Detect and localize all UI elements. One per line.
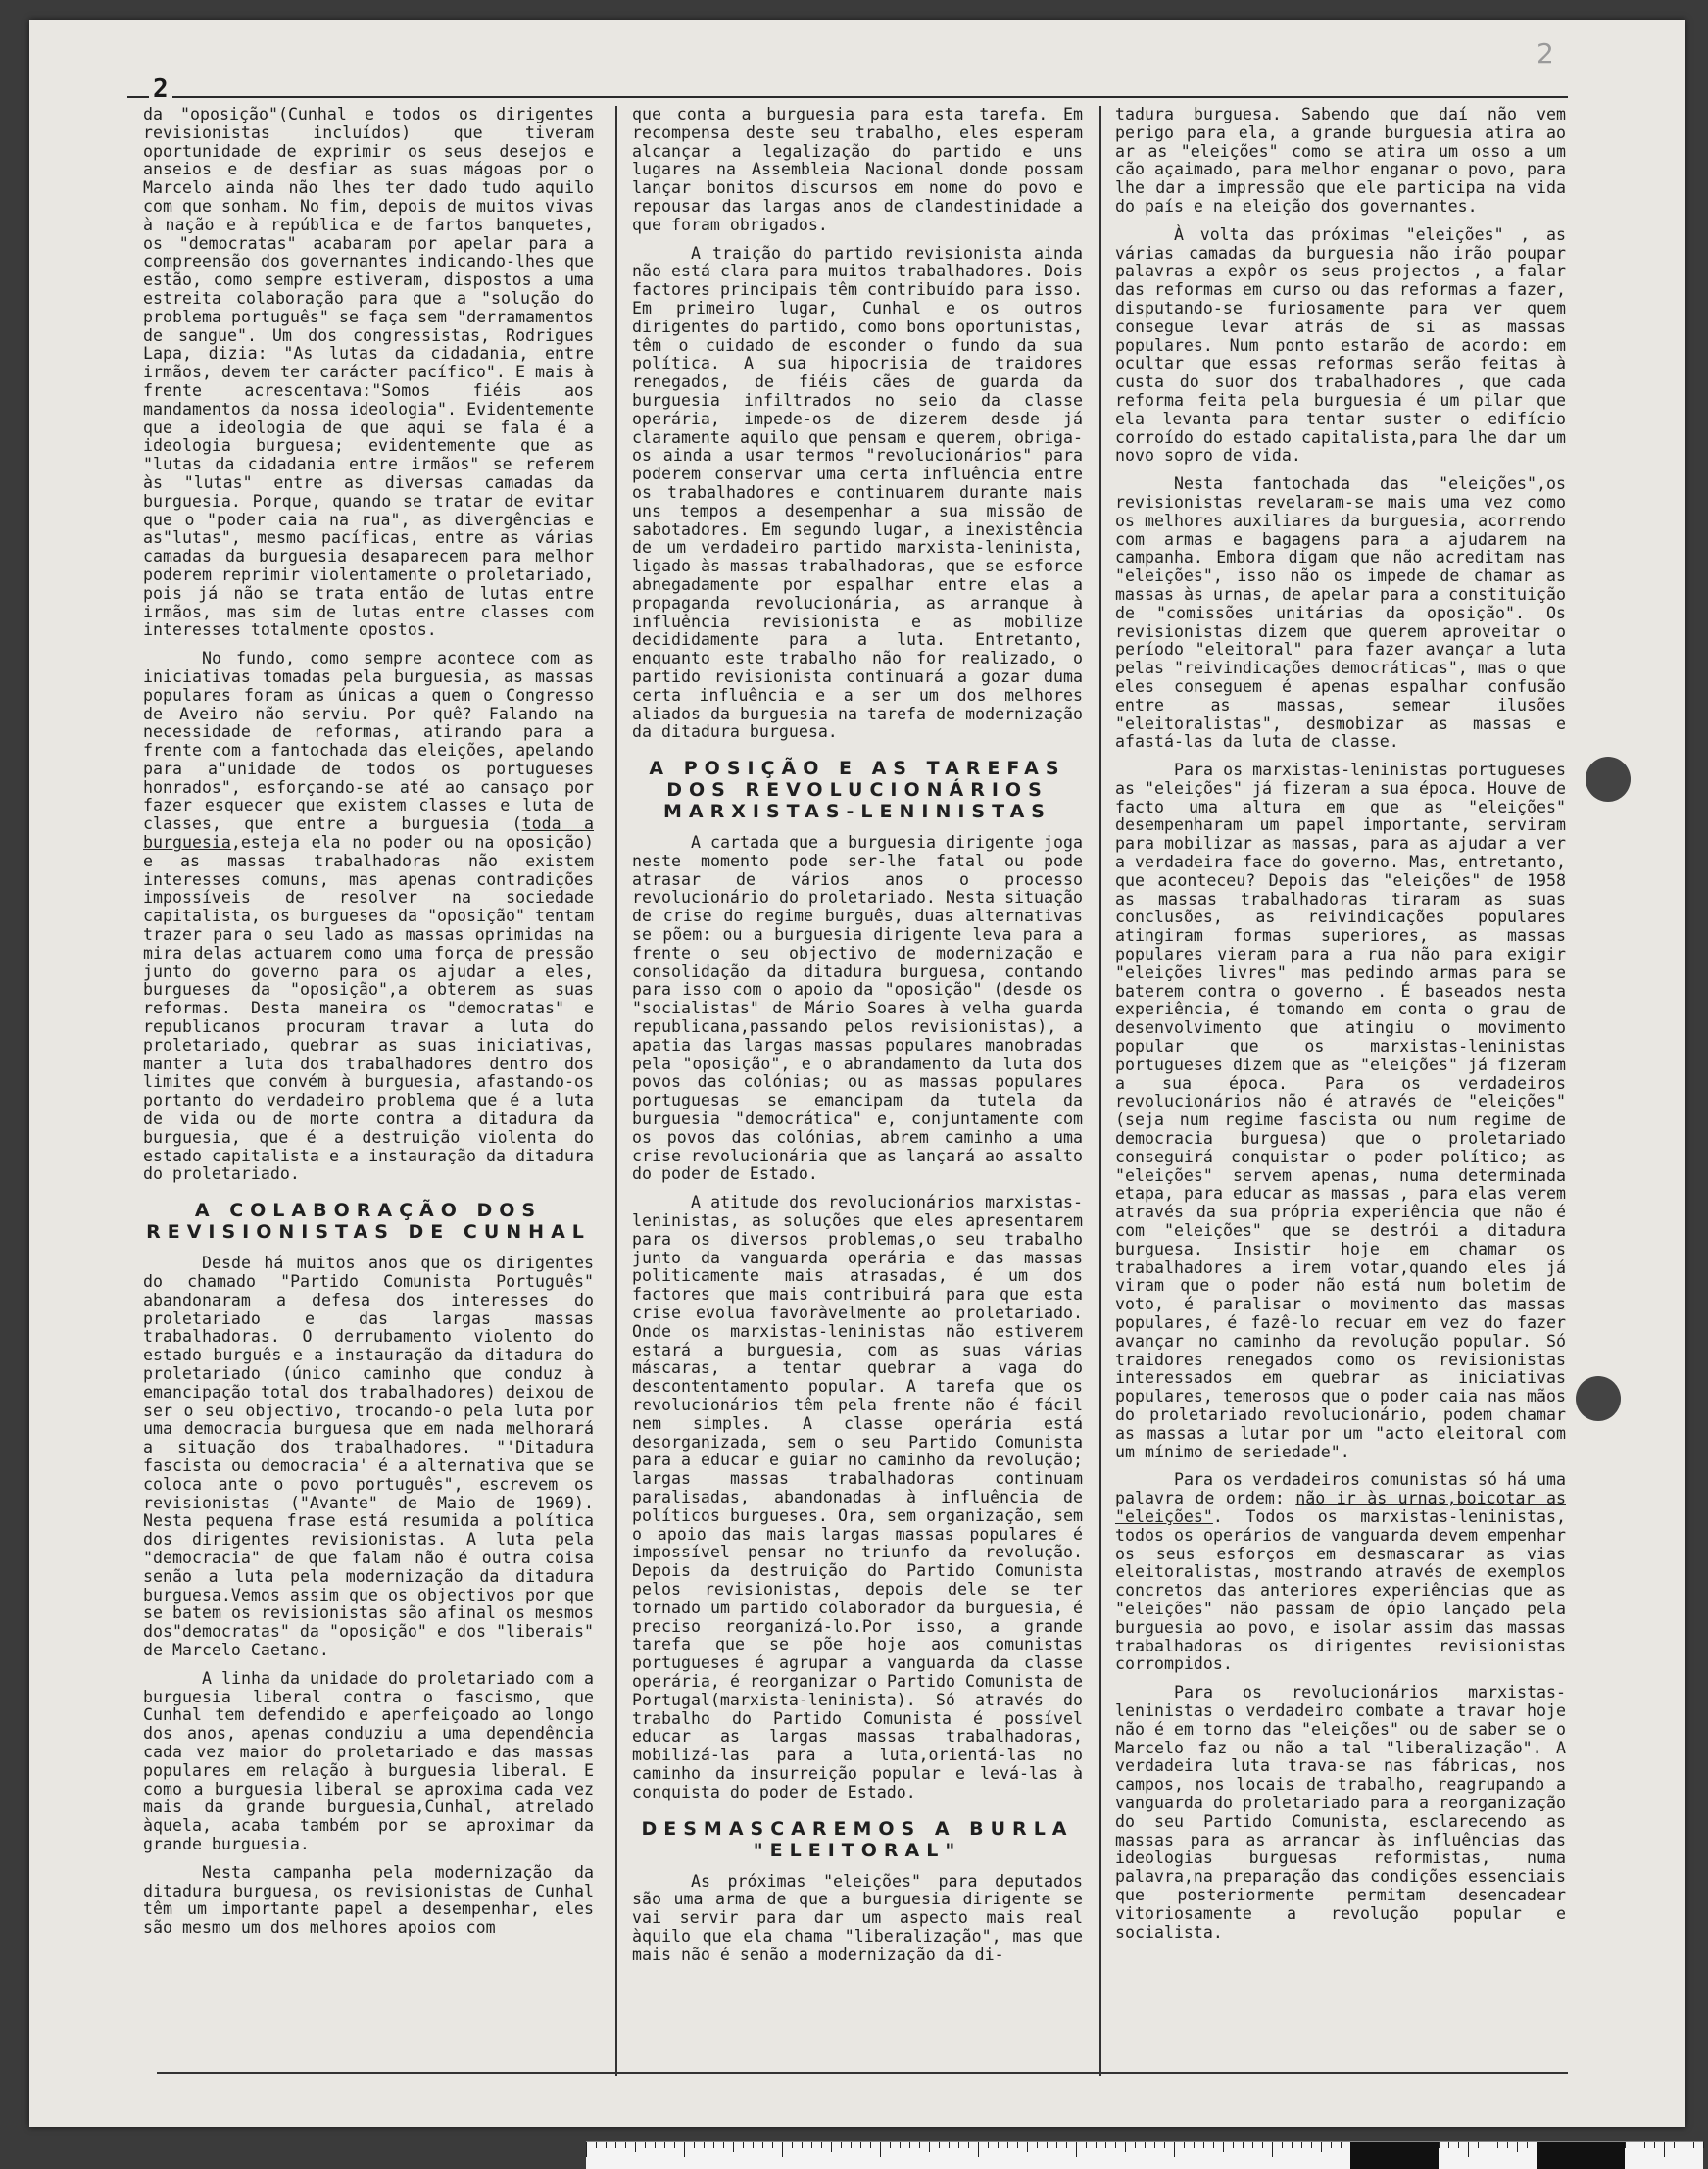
ruler-tick bbox=[1458, 2142, 1459, 2148]
column-1 bbox=[143, 106, 594, 2076]
ruler-tick bbox=[890, 2142, 891, 2148]
ruler-tick bbox=[851, 2142, 852, 2148]
ruler-tick bbox=[1096, 2142, 1097, 2148]
article-paragraph: Desde há muitos anos que os dirigentes do chamado "Partido Comunista Português" abandonaram a defesa dos interesses do proletariado e das largas massas trabalhadoras. O derrubamento violento do estado burguês e a instauração da ditadura do proletariado (único caminho que conduz à emancipação total dos trabalhadores) deixou de ser o seu objectivo, trocando-o pela luta por uma democracia burguesa que em nada melhorará a situação dos trabalhadores. "'Ditadura fascista ou democracia' é a alternativa que se coloca ante o povo português", escrevem os revisionistas ("Avante" de Maio de 1969). Nesta pequena frase está resumida a política dos dirigentes revisionistas. A luta pela "democracia" de que falam não é outra coisa senão a luta pela modernização da ditadura burguesa.Vemos assim que os objectivos por que se batem os revisionistas são afinal os mesmos dos"democratas" da "oposição" e dos "liberais" de Marcelo Caetano. bbox=[143, 1254, 594, 1659]
ruler-tick bbox=[1468, 2142, 1469, 2157]
ruler-tick bbox=[909, 2142, 910, 2148]
ruler-tick bbox=[949, 2142, 950, 2148]
ruler-tick bbox=[606, 2142, 607, 2148]
article-paragraph bbox=[143, 650, 594, 1184]
ruler-tick bbox=[1154, 2142, 1155, 2148]
header-rule bbox=[127, 96, 1568, 98]
ruler-tick bbox=[586, 2142, 587, 2157]
ruler-tick bbox=[625, 2142, 626, 2148]
ruler-tick bbox=[1047, 2142, 1048, 2148]
ruler-tick bbox=[1233, 2142, 1234, 2148]
ruler-tick bbox=[811, 2142, 812, 2148]
ruler-tick bbox=[880, 2142, 881, 2157]
paragraph-text: Para os verdadeiros comunistas só há uma palavra de ordem: bbox=[1115, 1470, 1566, 1508]
ruler-tick bbox=[1076, 2142, 1077, 2157]
ruler-tick bbox=[1125, 2142, 1126, 2152]
ruler-tick bbox=[1223, 2142, 1224, 2152]
ruler-tick bbox=[1007, 2142, 1008, 2148]
paragraph-text: No fundo, como sempre acontece com as iniciativas tomadas pela burguesia, as massas populares foram as únicas a quem o Congresso de Aveiro não serviu. Por quê? Falando na necessidade de reformas, atirando para a frente com a fantochada das eleições, apelando para a"unidade de todos os portugueses honrados", esforçando-se até ao cansaço por fazer esquecer que existem classes e luta de classes, que entre a burguesia ( bbox=[143, 649, 594, 834]
article-paragraph bbox=[1115, 1471, 1566, 1674]
underlined-emphasis: toda a burguesia bbox=[143, 814, 594, 853]
ruler-tick bbox=[596, 2142, 597, 2148]
ruler-tick bbox=[978, 2142, 979, 2157]
ruler-tick bbox=[1527, 2142, 1528, 2148]
ruler-tick bbox=[1331, 2142, 1332, 2148]
ruler-tick bbox=[664, 2142, 665, 2148]
ruler-tick bbox=[645, 2142, 646, 2148]
ruler-tick bbox=[1115, 2142, 1116, 2148]
article-paragraph: Nesta fantochada das "eleições",os revisionistas revelaram-se mais uma vez como os melhores auxiliares da burguesia, acorrendo com armas e bagagens para a ajudarem na campanha. Embora digam que não acreditam nas "eleições", isso não os impede de chamar as massas às urnas, de apelar para a constituição de "comissões unitárias da oposição". Os revisionistas dizem que querem aproveitar o período "eleitoral" para fazer avançar a luta pelas "reivindicações democráticas", mas o que eles conseguem é apenas espalhar confusão entre as massas, semear ilusões "eleitoralistas", desmobizar as massas e afastá-las da luta de classe. bbox=[1115, 474, 1566, 752]
ruler-tick bbox=[841, 2142, 842, 2148]
punch-hole bbox=[1586, 757, 1631, 802]
ruler-tick bbox=[1321, 2142, 1322, 2152]
ruler-tick bbox=[1674, 2142, 1675, 2148]
ruler-tick bbox=[1478, 2142, 1479, 2148]
ruler-tick bbox=[635, 2142, 636, 2152]
ruler-tick bbox=[1066, 2142, 1067, 2148]
column-2 bbox=[632, 106, 1083, 2076]
ruler-tick bbox=[1135, 2142, 1136, 2148]
ruler-tick bbox=[821, 2142, 822, 2148]
ruler-tick bbox=[1301, 2142, 1302, 2148]
ruler-tick bbox=[1027, 2142, 1028, 2152]
ruler-tick bbox=[1213, 2142, 1214, 2148]
ruler-tick bbox=[1507, 2142, 1508, 2148]
ruler-tick bbox=[1017, 2142, 1018, 2148]
article-paragraph: A traição do partido revisionista ainda não está clara para muitos trabalhadores. Dois factores principais têm contribuído para isso. Em primeiro lugar, Cunhal e os outros dirigentes do partido, como bons oportunistas, têm o cuidado de esconder o fundo da sua política. A sua hipocrisia de traidores renegados, de fiéis cães de guarda da burguesia infiltrados no seio da classe operária, impede-os de dizerem desde já claramente aquilo que pensam e querem, obriga-os ainda a usar termos "revolucionários" para poderem conservar uma certa influência entre os trabalhadores e continuarem durante mais uns tempos a desempenhar a sua missão de sabotadores. Em segundo lugar, a inexistência de um verdadeiro partido marxista-leninista, ligado às massas trabalhadoras, que se esforce abnegadamente por espalhar entre elas a propaganda revolucionária, as arranque à influência revisionista e as mobilize decididamente para a luta. Entretanto, enquanto este trabalho não for realizado, o partido revisionista continuará a gozar duma certa influência e a ser um dos melhores aliados da burguesia na tarefa de modernização da ditadura burguesa. bbox=[632, 243, 1083, 742]
ruler-tick bbox=[1625, 2142, 1626, 2148]
ruler-tick bbox=[1497, 2142, 1498, 2148]
page-number: 2 bbox=[149, 74, 172, 104]
footer-rule bbox=[157, 2072, 1568, 2074]
ruler-tick bbox=[1145, 2142, 1146, 2148]
ruler-tick bbox=[1243, 2142, 1244, 2148]
ruler-tick bbox=[1164, 2142, 1165, 2148]
ruler-tick bbox=[713, 2142, 714, 2148]
ruler-tick bbox=[694, 2142, 695, 2148]
ruler-tick bbox=[1644, 2142, 1645, 2148]
ruler-tick bbox=[704, 2142, 705, 2148]
ruler-tick bbox=[753, 2142, 754, 2148]
article-paragraph: A linha da unidade do proletariado com a burguesia liberal contra o fascismo, que Cunhal tem defendido e aperfeiçoado ao longo dos anos, apenas conduziu a uma dependência cada vez maior do proletariado e das massas populares em relação à burguesia liberal. E como a burguesia liberal se aproxima cada vez mais da grande burguesia,Cunhal, atrelado àquela, acaba também por se aproximar da grande burguesia. bbox=[143, 1668, 594, 1853]
ruler-tick bbox=[1184, 2142, 1185, 2148]
ruler-tick bbox=[1654, 2142, 1655, 2148]
column-divider bbox=[1099, 106, 1101, 2076]
underlined-emphasis: não ir às urnas,boicotar as "eleições" bbox=[1115, 1489, 1566, 1526]
ruler-tick bbox=[1693, 2142, 1694, 2148]
ruler-tick bbox=[929, 2142, 930, 2152]
article-paragraph: Para os revolucionários marxistas-leninistas o verdadeiro combate a travar hoje não é em torno das "eleições" ou de saber se o Marcelo faz ou não a tal "liberalização". A verdadeira luta trava-se nas fábricas, nos campos, nos locais de trabalho, reagrupando a vanguarda do proletariado para a reorganização do seu Partido Comunista, esclarecendo as massas para as arrancar às influências das ideologias burguesas reformistas, numa palavra,na preparação das condições essenciais que posteriormente permitam desencadear vitoriosamente a revolução popular e socialista. bbox=[1115, 1683, 1566, 1942]
ruler-tick bbox=[674, 2142, 675, 2148]
ruler-tick bbox=[1703, 2142, 1704, 2148]
section-heading: A POSIÇÃO E AS TAREFAS DOS REVOLUCIONÁRIOS MARXISTAS-LENINISTAS bbox=[649, 758, 1066, 823]
ruler-tick bbox=[831, 2142, 832, 2152]
ruler-tick bbox=[1056, 2142, 1057, 2148]
ruler-tick bbox=[782, 2142, 783, 2157]
section-heading: A COLABORAÇÃO DOS REVISIONISTAS DE CUNHAL bbox=[146, 1200, 591, 1244]
ruler-tick bbox=[1203, 2142, 1204, 2148]
ruler-tick bbox=[1174, 2142, 1175, 2157]
ruler-tick bbox=[1292, 2142, 1293, 2148]
column-3 bbox=[1115, 106, 1566, 2076]
ruler-tick bbox=[968, 2142, 969, 2148]
ruler-tick bbox=[1086, 2142, 1087, 2148]
scale-ruler bbox=[586, 2141, 1703, 2169]
ruler-tick bbox=[988, 2142, 989, 2148]
ruler-tick bbox=[919, 2142, 920, 2148]
ruler-tick bbox=[900, 2142, 901, 2148]
ruler-tick bbox=[733, 2142, 734, 2152]
ruler-tick bbox=[655, 2142, 656, 2148]
pencil-page-mark: 2 bbox=[1537, 37, 1554, 70]
punch-hole bbox=[1576, 1376, 1621, 1421]
ruler-tick bbox=[723, 2142, 724, 2148]
ruler-tick bbox=[1448, 2142, 1449, 2148]
ruler-tick bbox=[792, 2142, 793, 2148]
ruler-tick bbox=[870, 2142, 871, 2148]
article-paragraph: Para os marxistas-leninistas portugueses as "eleições" já fizeram a sua época. Houve de facto uma altura em que as "eleições" desempenharam um papel importante, serviram para mobilizar as massas, para as ajudar a ver a verdadeira face do governo. Mas, entretanto, que aconteceu? Depois das "eleições" de 1958 as massas trabalhadoras tiraram as suas conclusões, as reivindicações populares atingiram formas superiores, as massas populares vieram para a rua não para exigir "eleições livres" mas pedindo armas para se baterem contra o governo . É baseados nesta experiência, é tomando em conta o grau de desenvolvimento que atingiu o movimento popular que os marxistas-leninistas portugueses dizem que as "eleições" já fizeram a sua época. Para os verdadeiros revolucionários não é através de "eleições"(seja num regime fascista ou num regime de democracia burguesa) que o proletariado conseguirá conquistar o poder político; as "eleições" servem apenas, numa determinada etapa, para educar as massas , para elas verem através da sua própria experiência que não é com "eleições" que se destrói a ditadura burguesa. Insistir hoje em chamar os trabalhadores a irem votar,quando eles já viram que o poder não está num boletim de voto, é paralisar o movimento das massas populares, é fazê-lo recuar em vez do fazer avançar no caminho da revolução popular. Só traidores renegados como os revisionistas interessados em quebrar as iniciativas populares, temerosos que o poder caia nas mãos do proletariado revolucionário, podem chamar as massas a lutar por um "acto eleitoral com um mínimo de seriedade". bbox=[1115, 761, 1566, 1461]
ruler-tick bbox=[1311, 2142, 1312, 2148]
ruler-tick bbox=[958, 2142, 959, 2148]
ruler-tick bbox=[1664, 2142, 1665, 2157]
ruler-block bbox=[1537, 2142, 1625, 2169]
ruler-tick bbox=[762, 2142, 763, 2148]
ruler-tick bbox=[1517, 2142, 1518, 2152]
ruler-tick bbox=[615, 2142, 616, 2148]
ruler-tick bbox=[1282, 2142, 1283, 2148]
ruler-tick bbox=[1439, 2142, 1440, 2148]
article-paragraph: A atitude dos revolucionários marxistas-leninistas, as soluções que eles apresentarem para os diversos problemas,o seu trabalho junto da vanguarda operária e das massas politicamente mais atrasadas, é um dos factores que mais contribuirá para que esta crise evolua favoràvelmente ao proletariado. Onde os marxistas-leninistas não estiverem estará a burguesia, com as suas várias máscaras, a tentar quebrar a vaga do descontentamento popular. A tarefa que os revolucionários têm pela frente não é fácil nem simples. A classe operária está desorganizada, sem o seu Partido Comunista para a educar e guiar no caminho da revolução; largas massas trabalhadoras continuam paralisadas, abandonadas à influência de políticos burgueses. Ora, sem organização, sem o apoio das mais largas massas populares é impossível pensar no triunfo da revolução. Depois da destruição do Partido Comunista pelos revisionistas, depois dele se ter tornado um partido colaborador da burguesia, é preciso reorganizá-lo.Por isso, a grande tarefa que se põe hoje aos comunistas portugueses é agrupar a vanguarda da classe operária, é reorganizar o Partido Comunista de Portugal(marxista-leninista). Só através do trabalho do Partido Comunista é possível educar as largas massas trabalhadoras, mobilizá-las para a luta,orientá-las no caminho da insurreição popular e levá-las à conquista do poder de Estado. bbox=[632, 1193, 1083, 1801]
ruler-tick bbox=[939, 2142, 940, 2148]
ruler-tick bbox=[1252, 2142, 1253, 2148]
ruler-block bbox=[1350, 2142, 1439, 2169]
column-divider bbox=[615, 106, 617, 2076]
article-paragraph: que conta a burguesia para esta tarefa. Em recompensa deste seu trabalho, eles esperam alcançar a legalização do partido e uns lugares na Assembleia Nacional donde possam lançar bonitos discursos em nome do povo e repousar das largas anos de clandestinidade a que foram obrigados. bbox=[632, 106, 1083, 234]
article-paragraph: As próximas "eleições" para deputados são uma arma de que a burguesia dirigente se vai servir para dar um aspecto mais real àquilo que ela chama "liberalização", mas que mais não é senão a modernização da di- bbox=[632, 1871, 1083, 1964]
ruler-tick bbox=[1105, 2142, 1106, 2148]
ruler-tick bbox=[860, 2142, 861, 2148]
ruler-tick bbox=[743, 2142, 744, 2148]
ruler-tick bbox=[1341, 2142, 1342, 2148]
article-paragraph: A cartada que a burguesia dirigente joga neste momento pode ser-lhe fatal ou pode atrasar de vários anos o processo revolucionário do proletariado. Nesta situação de crise do regime burguês, duas alternativas se põem: ou a burguesia dirigente leva para a frente o seu objectivo de modernização e consolidação da ditadura burguesa, contando para isso com o apoio da "oposição" (desde os "socialistas" de Mário Soares à velha guarda republicana,passando pelos revisionistas), a apatia das largas massas populares manobradas pela "oposição", e o abrandamento da luta dos povos das colónias; ou as massas populares portuguesas se emancipam da tutela da burguesia "democrática" e, conjuntamente com os povos das colónias, abrem caminho a uma crise revolucionária que as lançará ao assalto do poder de Estado. bbox=[632, 833, 1083, 1184]
ruler-tick bbox=[1262, 2142, 1263, 2148]
ruler-tick bbox=[1272, 2142, 1273, 2157]
ruler-tick bbox=[802, 2142, 803, 2148]
ruler-tick bbox=[998, 2142, 999, 2148]
article-paragraph: tadura burguesa. Sabendo que daí não vem perigo para ela, a grande burguesia atira ao ar as "eleições" como se atira um osso a um cão açaimado, para melhor enganar o povo, para lhe dar a impressão que ele participa na vida do país e na eleição dos governantes. bbox=[1115, 106, 1566, 216]
ruler-tick bbox=[684, 2142, 685, 2157]
article-paragraph: Nesta campanha pela modernização da ditadura burguesa, os revisionistas de Cunhal têm um importante papel a desempenhar, eles são mesmo um dos melhores apoios com bbox=[143, 1862, 594, 1938]
ruler-tick bbox=[1037, 2142, 1038, 2148]
article-paragraph: da "oposição"(Cunhal e todos os dirigentes revisionistas incluídos) que tiveram oportunidade de exprimir os seus desejos e anseios e de desfiar as suas mágoas por o Marcelo ainda não lhes ter dado tudo aquilo com que sonham. No fim, depois de muitos vivas à nação e à república e de fartos banquetes, os "democratas" acabaram por apelar para a compreensão dos governantes indicando-lhes que estão, como sempre estiveram, dispostos a uma estreita colaboração para que a "solução do problema português" se faça sem "derramamentos de sangue". Um dos congressistas, Rodrigues Lapa, dizia: "As lutas da cidadania, entre irmãos, devem ter carácter pacífico". E mais à frente acrescentava:"Somos fiéis aos mandamentos da nossa ideologia". Evidentemente que a ideologia de que aqui se fala é a ideologia burguesa; evidentemente que as "lutas da cidadania entre irmãos" se referem às "lutas" entre as diversas camadas da burguesia. Porque, quando se tratar de evitar que o "poder caia na rua", as divergências e as"lutas", mesmo pacíficas, entre as várias camadas da burguesia desaparecem para melhor poderem reprimir violentamente o proletariado, pois já não se trata então de lutas entre irmãos, mas sim de lutas entre classes com interesses totalmente opostos. bbox=[143, 106, 594, 640]
paragraph-text: . Todos os marxistas-leninistas, todos os operários de vanguarda devem empenhar os seus esforços em desmascarar as vias eleitoralistas, mostrando através de exemplos concretos das anteriores experiências que as "eleições" não passam de ópio lançado pela burguesia ao povo, e isolar assim das massas trabalhadoras os dirigentes revisionistas corrompidos. bbox=[1115, 1506, 1566, 1674]
ruler-tick bbox=[772, 2142, 773, 2148]
article-paragraph: À volta das próximas "eleições" , as várias camadas da burguesia não irão poupar palavras a expôr os seus projectos , a falar das reformas em curso ou das reformas a fazer, disputando-se furiosamente para ver quem consegue levar atrás de si as massas populares. Num ponto estarão de acordo: em ocultar que essas reformas serão feitas à custa do suor dos trabalhadores , que cada reforma feita pela burguesia é um pilar que ela levanta para tentar suster o edifício corroído do estado capitalista,para lhe dar um novo sopro de vida. bbox=[1115, 224, 1566, 466]
paragraph-text: ,esteja ela no poder ou na oposição) e as massas trabalhadoras não existem interesses comuns, mas apenas contradições impossíveis de resolver na sociedade capitalista, os burgueses da "oposição" tentam trazer para o seu lado as massas oprimidas na mira delas actuarem como uma força de pressão junto do governo para os ajudar a eles, burgueses da "oposição",a obterem as suas reformas. Desta maneira os "democratas" e republicanos procuram travar a luta do proletariado, quebrar as suas iniciativas, manter a luta dos trabalhadores dentro dos limites que convém à burguesia, afastando-os portanto do verdadeiro problema que é a luta de vida ou de morte contra a ditadura da burguesia, que é a destruição violenta do estado capitalista e a instauração da ditadura do proletariado. bbox=[143, 833, 594, 1184]
ruler-tick bbox=[1194, 2142, 1195, 2148]
section-heading: DESMASCAREMOS A BURLA "ELEITORAL" bbox=[641, 1817, 1074, 1861]
